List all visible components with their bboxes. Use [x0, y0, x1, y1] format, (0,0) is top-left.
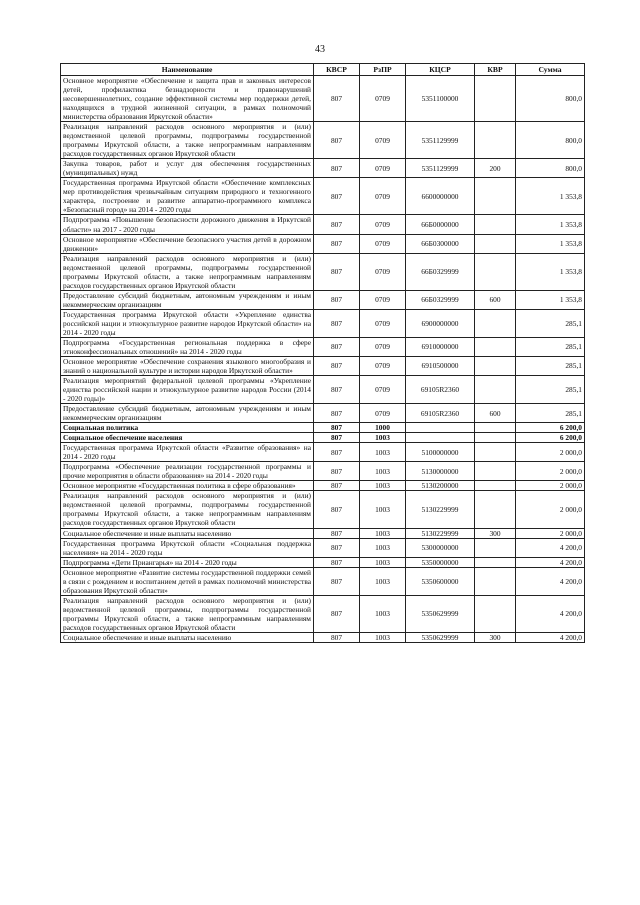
table-cell-kvsr: 807 — [314, 481, 360, 491]
table-cell-rzpr: 1003 — [360, 443, 406, 462]
page-number: 43 — [315, 44, 325, 55]
table-cell-kvr — [475, 443, 516, 462]
table-cell-name: Подпрограмма «Дети Приангарья» на 2014 - 2020 годы — [61, 557, 314, 567]
table-row — [61, 491, 585, 528]
table-cell-rzpr: 0709 — [360, 290, 406, 309]
table-cell-kvsr: 807 — [314, 595, 360, 632]
table-cell-sum: 2 000,0 — [516, 443, 585, 462]
table-cell-rzpr: 1003 — [360, 481, 406, 491]
table-row — [61, 122, 585, 159]
table-cell-name: Реализация направлений расходов основного мероприятия и (или) ведомственной целевой программы, подпрограммы государственной программы Иркутской области, а также непрограммным направлениям расходов государственных органов Иркутской области — [61, 253, 314, 290]
table-cell-sum: 2 000,0 — [516, 462, 585, 481]
table-cell-sum: 800,0 — [516, 122, 585, 159]
table-cell-kvr: 300 — [475, 528, 516, 538]
table-cell-sum: 285,1 — [516, 309, 585, 337]
table-row — [61, 567, 585, 595]
table-row — [61, 215, 585, 234]
table-cell-name: Государственная программа Иркутской области «Социальная поддержка населения» на 2014 - 2020 годы — [61, 538, 314, 557]
table-cell-name: Реализация мероприятий федеральной целевой программы «Укрепление единства российской нации и этнокультурное развитие народов России (2014 - 2020 годы)» — [61, 376, 314, 404]
table-cell-kvsr: 807 — [314, 433, 360, 443]
table-cell-rzpr: 1003 — [360, 567, 406, 595]
table-cell-kcsr — [406, 423, 475, 433]
table-cell-name: Реализация направлений расходов основного мероприятия и (или) ведомственной целевой программы, подпрограммы государственной программы Иркутской области, а также непрограммным направлениям расходов государственных органов Иркутской области — [61, 122, 314, 159]
table-cell-kvr — [475, 557, 516, 567]
table-cell-kvr — [475, 567, 516, 595]
table-cell-kvr — [475, 462, 516, 481]
table-row — [61, 528, 585, 538]
table-cell-kcsr: 6600000000 — [406, 178, 475, 215]
table-cell-kcsr: 5351129999 — [406, 122, 475, 159]
table-row — [61, 376, 585, 404]
table-cell-kcsr: 6910000000 — [406, 337, 475, 356]
table-cell-kvr — [475, 337, 516, 356]
table-row — [61, 234, 585, 253]
table-cell-name: Реализация направлений расходов основного мероприятия и (или) ведомственной целевой программы, подпрограммы государственной программы Иркутской области, а также непрограммным направлениям расходов государственных органов Иркутской области — [61, 491, 314, 528]
table-cell-kvr — [475, 491, 516, 528]
table-cell-rzpr: 0709 — [360, 337, 406, 356]
table-cell-rzpr: 1003 — [360, 433, 406, 443]
table-cell-kcsr: 66Б0329999 — [406, 290, 475, 309]
table-cell-kvsr: 807 — [314, 567, 360, 595]
table-cell-sum: 800,0 — [516, 76, 585, 122]
table-cell-name: Реализация направлений расходов основного мероприятия и (или) ведомственной целевой программы, подпрограммы государственной программы Иркутской области, а также непрограммным направлениям расходов государственных органов Иркутской области — [61, 595, 314, 632]
table-cell-kvsr: 807 — [314, 234, 360, 253]
table-cell-rzpr: 0709 — [360, 215, 406, 234]
table-cell-name: Социальное обеспечение и иные выплаты населению — [61, 632, 314, 642]
table-cell-name: Социальная политика — [61, 423, 314, 433]
table-cell-rzpr: 1003 — [360, 557, 406, 567]
table-cell-kvr: 600 — [475, 404, 516, 423]
table-row — [61, 595, 585, 632]
table-cell-sum: 1 353,8 — [516, 234, 585, 253]
table-cell-kcsr: 5130000000 — [406, 462, 475, 481]
table-cell-sum: 800,0 — [516, 159, 585, 178]
table-cell-sum: 4 200,0 — [516, 538, 585, 557]
table-cell-rzpr: 1003 — [360, 462, 406, 481]
table-cell-sum: 1 353,8 — [516, 290, 585, 309]
table-cell-sum: 1 353,8 — [516, 178, 585, 215]
table-cell-kvsr: 807 — [314, 538, 360, 557]
table-cell-kcsr: 5350600000 — [406, 567, 475, 595]
col-header-sum: Сумма — [516, 64, 585, 76]
table-cell-kvsr: 807 — [314, 528, 360, 538]
table-cell-kcsr: 69105R2360 — [406, 404, 475, 423]
table-cell-kcsr: 5100000000 — [406, 443, 475, 462]
table-cell-name: Основное мероприятие «Обеспечение безопасного участия детей в дорожном движении» — [61, 234, 314, 253]
table-cell-name: Основное мероприятие «Обеспечение сохранения языкового многообразия и знаний о национальной культуре и истории народов Иркутской области» — [61, 356, 314, 375]
table-cell-sum: 1 353,8 — [516, 253, 585, 290]
table-cell-rzpr: 0709 — [360, 309, 406, 337]
table-row — [61, 538, 585, 557]
table-cell-name: Социальное обеспечение и иные выплаты населению — [61, 528, 314, 538]
table-cell-name: Подпрограмма «Обеспечение реализации государственной программы и прочие мероприятия в области образования» на 2014 - 2020 годы — [61, 462, 314, 481]
table-cell-kvsr: 807 — [314, 309, 360, 337]
table-row — [61, 404, 585, 423]
table-cell-name: Государственная программа Иркутской области «Укрепление единства российской нации и этнокультурное развитие народов Иркутской области» на 2014 - 2020 годы — [61, 309, 314, 337]
table-cell-name: Основное мероприятие «Государственная политика в сфере образования» — [61, 481, 314, 491]
table-cell-name: Предоставление субсидий бюджетным, автономным учреждениям и иным некоммерческим организациям — [61, 404, 314, 423]
table-cell-kcsr: 5351129999 — [406, 159, 475, 178]
table-cell-rzpr: 0709 — [360, 178, 406, 215]
table-row — [61, 253, 585, 290]
table-cell-kcsr: 66Б0329999 — [406, 253, 475, 290]
table-cell-kvr: 300 — [475, 632, 516, 642]
table-cell-sum: 6 200,0 — [516, 423, 585, 433]
col-header-rzpr: РзПР — [360, 64, 406, 76]
table-cell-kcsr: 5130229999 — [406, 528, 475, 538]
table-cell-kcsr: 5351100000 — [406, 76, 475, 122]
table-row — [61, 632, 585, 642]
table-cell-kvr: 600 — [475, 290, 516, 309]
table-header-row — [61, 64, 585, 76]
table-cell-name: Государственная программа Иркутской области «Обеспечение комплексных мер противодействия чрезвычайным ситуациям природного и техногенного характера, построение и развитие аппаратно-программного комплекса «Безопасный город» на 2014 - 2020 годы — [61, 178, 314, 215]
table-row — [61, 159, 585, 178]
table-cell-rzpr: 0709 — [360, 122, 406, 159]
table-cell-name: Основное мероприятие «Обеспечение и защита прав и законных интересов детей, профилактика безнадзорности и правонарушений несовершеннолетних, создание эффективной системы мер поддержки детей, находящихся в трудной жизненной ситуации, в рамках полномочий министерства образования Иркутской области» — [61, 76, 314, 122]
table-cell-sum: 285,1 — [516, 404, 585, 423]
table-cell-kcsr: 6900000000 — [406, 309, 475, 337]
table-cell-kvr — [475, 215, 516, 234]
table-cell-kvsr: 807 — [314, 557, 360, 567]
table-row — [61, 433, 585, 443]
table-cell-kvr — [475, 376, 516, 404]
table-cell-name: Закупка товаров, работ и услуг для обеспечения государственных (муниципальных) нужд — [61, 159, 314, 178]
table-row — [61, 178, 585, 215]
table-cell-sum: 4 200,0 — [516, 632, 585, 642]
table-cell-kvr — [475, 595, 516, 632]
table-cell-kvr — [475, 481, 516, 491]
table-cell-name: Основное мероприятие «Развитие системы государственной поддержки семей в связи с рождением и воспитанием детей в рамках полномочий министерства образования Иркутской области» — [61, 567, 314, 595]
table-cell-kcsr: 5300000000 — [406, 538, 475, 557]
table-cell-kcsr: 5130229999 — [406, 491, 475, 528]
table-cell-sum: 285,1 — [516, 356, 585, 375]
col-header-name: Наименование — [61, 64, 314, 76]
table-cell-rzpr: 0709 — [360, 376, 406, 404]
table-cell-rzpr: 1003 — [360, 595, 406, 632]
table-cell-name: Подпрограмма «Повышение безопасности дорожного движения в Иркутской области» на 2017 - 2020 годы — [61, 215, 314, 234]
table-row — [61, 76, 585, 122]
table-cell-kvr — [475, 538, 516, 557]
table-cell-name: Предоставление субсидий бюджетным, автономным учреждениям и иным некоммерческим организациям — [61, 290, 314, 309]
table-cell-sum: 6 200,0 — [516, 433, 585, 443]
table-cell-name: Подпрограмма «Государственная региональная поддержка в сфере этноконфессиональных отношений» на 2014 - 2020 годы — [61, 337, 314, 356]
table-cell-sum: 4 200,0 — [516, 595, 585, 632]
table-cell-sum: 2 000,0 — [516, 481, 585, 491]
table-cell-sum: 285,1 — [516, 337, 585, 356]
table-row — [61, 462, 585, 481]
col-header-kvsr: КВСР — [314, 64, 360, 76]
col-header-kcsr: КЦСР — [406, 64, 475, 76]
table-cell-kvsr: 807 — [314, 337, 360, 356]
table-cell-kvsr: 807 — [314, 122, 360, 159]
table-row — [61, 557, 585, 567]
table-row — [61, 309, 585, 337]
col-header-kvr: КВР — [475, 64, 516, 76]
table-cell-sum: 285,1 — [516, 376, 585, 404]
table-cell-kvsr: 807 — [314, 253, 360, 290]
table-cell-kvsr: 807 — [314, 376, 360, 404]
table-cell-kcsr: 5350000000 — [406, 557, 475, 567]
table-cell-sum: 4 200,0 — [516, 557, 585, 567]
table-cell-kvsr: 807 — [314, 356, 360, 375]
table-row — [61, 356, 585, 375]
table-cell-rzpr: 0709 — [360, 253, 406, 290]
table-row — [61, 443, 585, 462]
table-cell-kcsr: 6910500000 — [406, 356, 475, 375]
table-cell-kcsr: 66Б0000000 — [406, 215, 475, 234]
table-row — [61, 290, 585, 309]
table-cell-sum: 2 000,0 — [516, 491, 585, 528]
table-cell-name: Государственная программа Иркутской области «Развитие образования» на 2014 - 2020 годы — [61, 443, 314, 462]
table-cell-name: Социальное обеспечение населения — [61, 433, 314, 443]
table-cell-kvsr: 807 — [314, 178, 360, 215]
table-cell-kcsr: 69105R2360 — [406, 376, 475, 404]
table-cell-kvr — [475, 423, 516, 433]
table-cell-kvsr: 807 — [314, 443, 360, 462]
table-cell-kvsr: 807 — [314, 491, 360, 528]
table-cell-sum: 4 200,0 — [516, 567, 585, 595]
table-cell-kvr — [475, 122, 516, 159]
table-cell-kvr — [475, 309, 516, 337]
table-cell-kcsr: 5350629999 — [406, 595, 475, 632]
table-cell-rzpr: 1003 — [360, 632, 406, 642]
table-cell-rzpr: 0709 — [360, 159, 406, 178]
table-row — [61, 423, 585, 433]
table-cell-kvr: 200 — [475, 159, 516, 178]
table-cell-rzpr: 1003 — [360, 491, 406, 528]
table-cell-rzpr: 1003 — [360, 538, 406, 557]
table-cell-kcsr: 5350629999 — [406, 632, 475, 642]
table-cell-kvsr: 807 — [314, 290, 360, 309]
table-cell-rzpr: 1000 — [360, 423, 406, 433]
table-cell-kvr — [475, 234, 516, 253]
table-body — [61, 76, 585, 643]
table-cell-kvsr: 807 — [314, 632, 360, 642]
table-cell-kvr — [475, 253, 516, 290]
table-cell-kcsr: 5130200000 — [406, 481, 475, 491]
table-cell-kvsr: 807 — [314, 423, 360, 433]
table-cell-sum: 2 000,0 — [516, 528, 585, 538]
table-cell-rzpr: 0709 — [360, 76, 406, 122]
table-cell-kvsr: 807 — [314, 404, 360, 423]
table-cell-kvr — [475, 178, 516, 215]
budget-table — [60, 63, 585, 643]
table-cell-kvsr: 807 — [314, 76, 360, 122]
table-row — [61, 337, 585, 356]
table-cell-kvsr: 807 — [314, 215, 360, 234]
table-cell-kvr — [475, 356, 516, 375]
table-cell-sum: 1 353,8 — [516, 215, 585, 234]
table-cell-kvsr: 807 — [314, 159, 360, 178]
table-cell-kcsr — [406, 433, 475, 443]
table-cell-rzpr: 0709 — [360, 234, 406, 253]
table-cell-rzpr: 0709 — [360, 404, 406, 423]
table-cell-kvsr: 807 — [314, 462, 360, 481]
table-cell-kvr — [475, 76, 516, 122]
table-cell-kvr — [475, 433, 516, 443]
table-cell-kcsr: 66Б0300000 — [406, 234, 475, 253]
table-cell-rzpr: 1003 — [360, 528, 406, 538]
table-row — [61, 481, 585, 491]
table-cell-rzpr: 0709 — [360, 356, 406, 375]
